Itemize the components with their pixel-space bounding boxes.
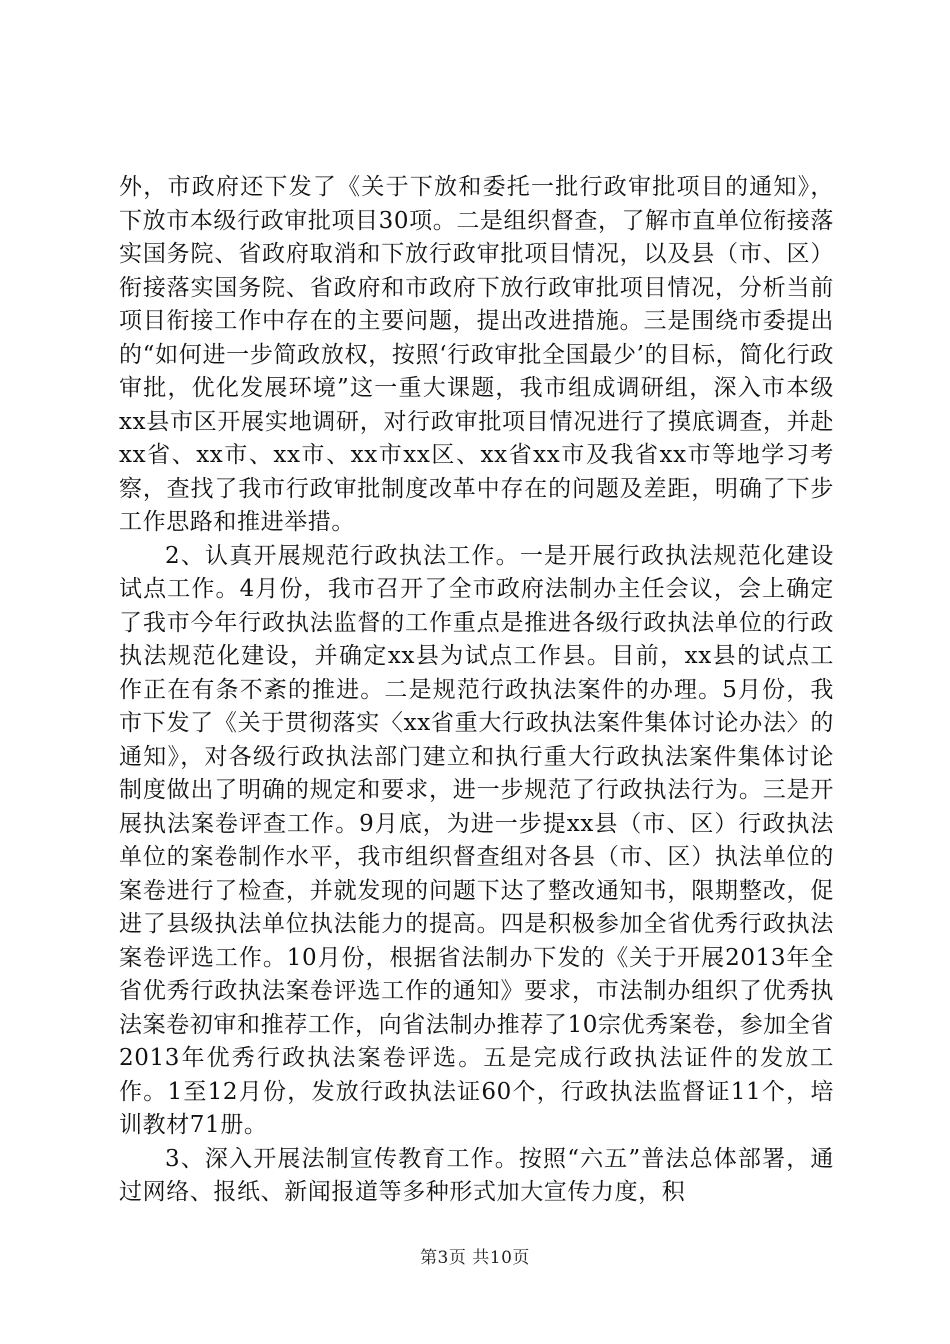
page-footer: 第3页 共10页 xyxy=(420,1248,530,1268)
document-body xyxy=(119,171,834,1210)
paragraph-2: 2、认真开展规范行政执法工作。一是开展行政执法规范化建设试点工作。4月份，我市召开了全市政府法制办主任会议，会上确定了我市今年行政执法监督的工作重点是推进各级行政执法单位的行政执法规范化建设，并确定xx县为试点工作县。目前，xx县的试点工作正在有条不紊的推进。二是规范行政执法案件的办理。5月份，我市下发了《关于贯彻落实〈xx省重大行政执法案件集体讨论办法〉的通知》，对各级行政执法部门建立和执行重大行政执法案件集体讨论制度做出了明确的规定和要求，进一步规范了行政执法行为。三是开展执法案卷评查工作。9月底，为进一步提xx县（市、区）行政执法单位的案卷制作水平，我市组织督查组对各县（市、区）执法单位的案卷进行了检查，并就发现的问题下达了整改通知书，限期整改，促进了县级执法单位执法能力的提高。四是积极参加全省优秀行政执法案卷评选工作。10月份，根据省法制办下发的《关于开展2013年全省优秀行政执法案卷评选工作的通知》要求，市法制办组织了优秀执法案卷初审和推荐工作，向省法制办推荐了10宗优秀案卷，参加全省2013年优秀行政执法案卷评选。五是完成行政执法证件的发放工作。1至12月份，发放行政执法证60个，行政执法监督证11个，培训教材71册。 xyxy=(119,542,834,1138)
paragraph-1: 外，市政府还下发了《关于下放和委托一批行政审批项目的通知》，下放市本级行政审批项目30项。二是组织督查，了解市直单位衔接落实国务院、省政府取消和下放行政审批项目情况，以及县（市、区）衔接落实国务院、省政府和市政府下放行政审批项目情况，分析当前项目衔接工作中存在的主要问题，提出改进措施。三是围绕市委提出的“如何进一步简政放权，按照‘行政审批全国最少’的目标，简化行政审批，优化发展环境”这一重大课题，我市组成调研组，深入市本级xx县市区开展实地调研，对行政审批项目情况进行了摸底调查，并赴xx省、xx市、xx市、xx市xx区、xx省xx市及我省xx市等地学习考察，查找了我市行政审批制度改革中存在的问题及差距，明确了下步工作思路和推进举措。 xyxy=(119,174,834,535)
paragraph-3: 3、深入开展法制宣传教育工作。按照“六五”普法总体部署，通过网络、报纸、新闻报道等多种形式加大宣传力度，积 xyxy=(119,1145,834,1205)
